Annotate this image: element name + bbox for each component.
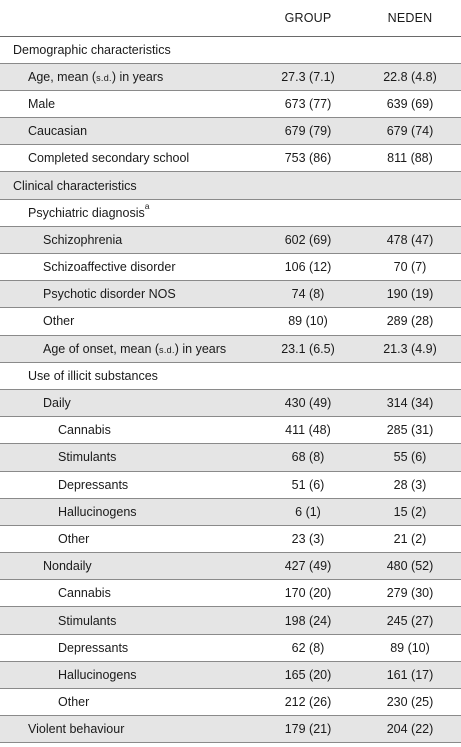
row-neden-value: 679 (74)	[386, 124, 434, 139]
row-group-value: 198 (24)	[284, 613, 332, 628]
row-neden-value: 204 (22)	[386, 722, 434, 737]
table-row	[0, 63, 461, 90]
footnote-marker: a	[144, 201, 150, 212]
row-group-value: 753 (86)	[284, 151, 332, 166]
row-group-value: 23 (3)	[291, 531, 325, 546]
row-neden-value	[359, 362, 461, 389]
row-neden-value: 478 (47)	[386, 232, 434, 247]
table-row	[0, 226, 461, 253]
row-group-value: 23.1 (6.5)	[281, 341, 335, 356]
row-neden-value: 21 (2)	[393, 531, 427, 546]
row-neden-value: 28 (3)	[393, 477, 427, 492]
table-row	[0, 444, 461, 471]
row-group-value: 27.3 (7.1)	[281, 69, 335, 84]
row-group-value: 212 (26)	[284, 695, 332, 710]
row-neden-value: 89 (10)	[390, 640, 430, 655]
row-label: Schizoaffective disorder	[43, 260, 176, 275]
row-label: Completed secondary school	[28, 151, 190, 166]
row-neden-value: 15 (2)	[393, 504, 427, 519]
row-label: Psychotic disorder NOS	[43, 287, 176, 302]
table-row	[0, 389, 461, 416]
row-group-value: 89 (10)	[288, 314, 328, 329]
table-row	[0, 118, 461, 145]
row-label: Cannabis	[58, 586, 111, 601]
header-label	[0, 0, 257, 36]
row-neden-value: 22.8 (4.8)	[383, 69, 437, 84]
header-group: GROUP	[284, 10, 332, 25]
table-row	[0, 689, 461, 716]
row-group-value	[257, 362, 359, 389]
row-label: Other	[43, 314, 75, 329]
row-neden-value: 230 (25)	[386, 695, 434, 710]
row-neden-value: 811 (88)	[387, 151, 433, 166]
row-label: Hallucinogens	[58, 667, 137, 682]
row-label: Depressants	[58, 477, 129, 492]
row-label: Depressants	[58, 640, 129, 655]
table-row	[0, 471, 461, 498]
row-label: Stimulants	[58, 613, 117, 628]
row-label: Clinical characteristics	[13, 178, 137, 193]
row-neden-value: 480 (52)	[386, 559, 434, 574]
row-label: Daily	[43, 396, 71, 411]
row-group-value: 179 (21)	[284, 722, 332, 737]
row-neden-value: 285 (31)	[386, 423, 434, 438]
table-row	[0, 525, 461, 552]
row-group-value	[257, 172, 359, 199]
table-row	[0, 661, 461, 688]
row-label: Stimulants	[58, 450, 117, 465]
table-row	[0, 335, 461, 362]
row-label: Age of onset, mean (s.d.) in years	[43, 341, 227, 356]
row-neden-value: 289 (28)	[386, 314, 434, 329]
table-row	[0, 36, 461, 63]
row-label: Age, mean (s.d.) in years	[28, 69, 164, 84]
row-label: Other	[58, 695, 90, 710]
row-group-value: 165 (20)	[284, 667, 332, 682]
row-group-value: 170 (20)	[284, 586, 332, 601]
row-neden-value	[359, 199, 461, 226]
row-label: Hallucinogens	[58, 504, 137, 519]
row-neden-value: 190 (19)	[386, 287, 434, 302]
table-row	[0, 417, 461, 444]
row-group-value	[257, 36, 359, 63]
row-neden-value: 55 (6)	[393, 450, 427, 465]
table-row	[0, 634, 461, 661]
row-label: Psychiatric diagnosis$^a$	[28, 201, 150, 220]
row-group-value: 679 (79)	[284, 124, 332, 139]
row-group-value: 427 (49)	[284, 559, 332, 574]
row-label: Demographic characteristics	[13, 42, 171, 57]
row-label: Schizophrenia	[43, 232, 123, 247]
row-group-value: 74 (8)	[291, 287, 325, 302]
row-label: Use of illicit substances	[28, 368, 158, 383]
table-row	[0, 716, 461, 743]
row-group-value: 62 (8)	[291, 640, 325, 655]
row-neden-value: 279 (30)	[386, 586, 434, 601]
row-group-value: 411 (48)	[285, 423, 331, 438]
header-neden: NEDEN	[387, 10, 433, 25]
row-group-value: 68 (8)	[291, 450, 325, 465]
row-label: Other	[58, 531, 90, 546]
row-neden-value: 639 (69)	[386, 96, 434, 111]
table-row	[0, 254, 461, 281]
table-row	[0, 199, 461, 226]
table-row	[0, 498, 461, 525]
row-group-value: 430 (49)	[284, 396, 332, 411]
row-neden-value	[359, 172, 461, 199]
table-row	[0, 553, 461, 580]
table-row	[0, 172, 461, 199]
row-group-value	[257, 199, 359, 226]
row-neden-value	[359, 36, 461, 63]
row-label: Nondaily	[43, 559, 92, 574]
row-group-value: 602 (69)	[284, 232, 332, 247]
row-neden-value: 70 (7)	[393, 260, 427, 275]
table-row	[0, 580, 461, 607]
row-group-value: 51 (6)	[291, 477, 325, 492]
row-neden-value: 161 (17)	[386, 667, 434, 682]
row-label: Caucasian	[28, 124, 88, 139]
row-group-value: 106 (12)	[284, 260, 332, 275]
table-row	[0, 90, 461, 117]
table-row	[0, 281, 461, 308]
row-label: Violent behaviour	[28, 722, 125, 737]
row-group-value: 673 (77)	[284, 96, 332, 111]
row-neden-value: 245 (27)	[386, 613, 434, 628]
row-label: Male	[28, 96, 56, 111]
row-label: Cannabis	[58, 423, 111, 438]
row-neden-value: 21.3 (4.9)	[383, 341, 437, 356]
table-row	[0, 362, 461, 389]
row-neden-value: 314 (34)	[386, 396, 434, 411]
table-header-row	[0, 0, 461, 36]
table-row	[0, 607, 461, 634]
row-group-value: 6 (1)	[295, 504, 321, 519]
table-row	[0, 308, 461, 335]
table-row	[0, 145, 461, 172]
